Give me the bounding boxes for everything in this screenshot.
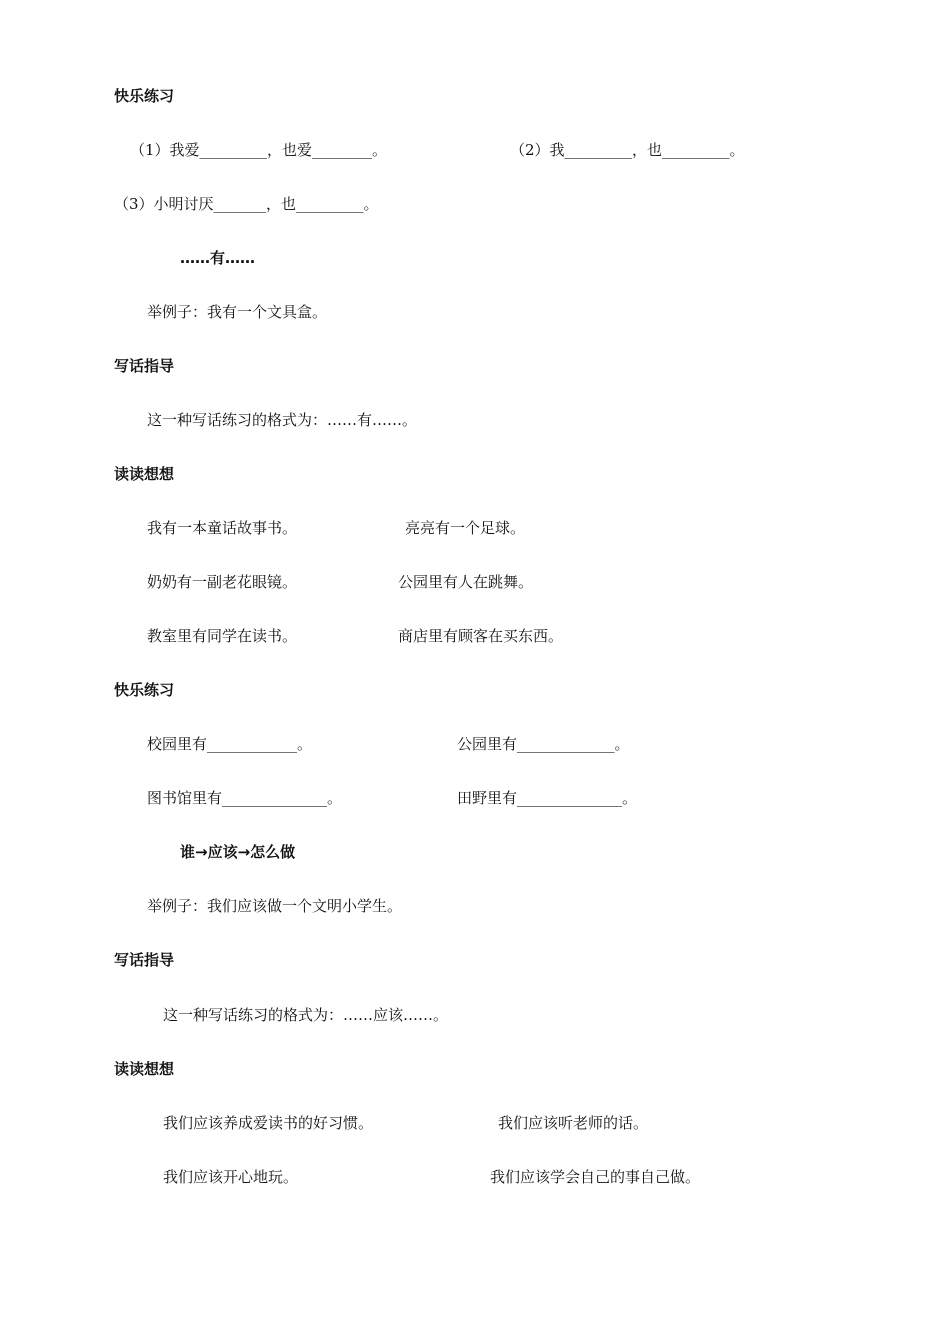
practice-item-3: （3）小明讨厌_______，也_________。 — [114, 195, 379, 213]
section-heading-read-think: 读读想想 — [114, 465, 175, 483]
fill-blank-item: 校园里有____________。 — [147, 735, 313, 753]
read-sentence: 亮亮有一个足球。 — [405, 519, 526, 537]
read-sentence: 商店里有顾客在买东西。 — [398, 627, 564, 645]
section-heading-happy-practice: 快乐练习 — [114, 681, 175, 699]
writing-guide-text: 这一种写话练习的格式为：……有……。 — [147, 411, 418, 429]
fill-blank-item: 公园里有_____________。 — [457, 735, 630, 753]
read-sentence: 我们应该学会自己的事自己做。 — [490, 1168, 701, 1186]
read-sentence: 我有一本童话故事书。 — [147, 519, 298, 537]
section-heading-read-think: 读读想想 — [114, 1060, 175, 1078]
read-sentence: 奶奶有一副老花眼镜。 — [147, 573, 298, 591]
fill-blank-item: 图书馆里有______________。 — [147, 789, 343, 807]
section-heading-writing-guide: 写话指导 — [114, 357, 175, 375]
writing-guide-text: 这一种写话练习的格式为：……应该……。 — [163, 1006, 449, 1024]
read-sentence: 公园里有人在跳舞。 — [398, 573, 534, 591]
pattern-example-should: 举例子：我们应该做一个文明小学生。 — [147, 897, 403, 915]
section-heading-happy-practice: 快乐练习 — [114, 87, 175, 105]
pattern-title-should: 谁→应该→怎么做 — [180, 843, 296, 861]
pattern-example-you: 举例子：我有一个文具盒。 — [147, 303, 328, 321]
read-sentence: 我们应该开心地玩。 — [163, 1168, 299, 1186]
pattern-title-you: ……有…… — [180, 249, 256, 267]
read-sentence: 教室里有同学在读书。 — [147, 627, 298, 645]
read-sentence: 我们应该听老师的话。 — [498, 1114, 649, 1132]
practice-item-2: （2）我_________，也_________。 — [510, 141, 745, 159]
fill-blank-item: 田野里有______________。 — [457, 789, 638, 807]
practice-item-1: （1）我爱_________，也爱________。 — [130, 141, 388, 159]
section-heading-writing-guide: 写话指导 — [114, 951, 175, 969]
read-sentence: 我们应该养成爱读书的好习惯。 — [163, 1114, 374, 1132]
